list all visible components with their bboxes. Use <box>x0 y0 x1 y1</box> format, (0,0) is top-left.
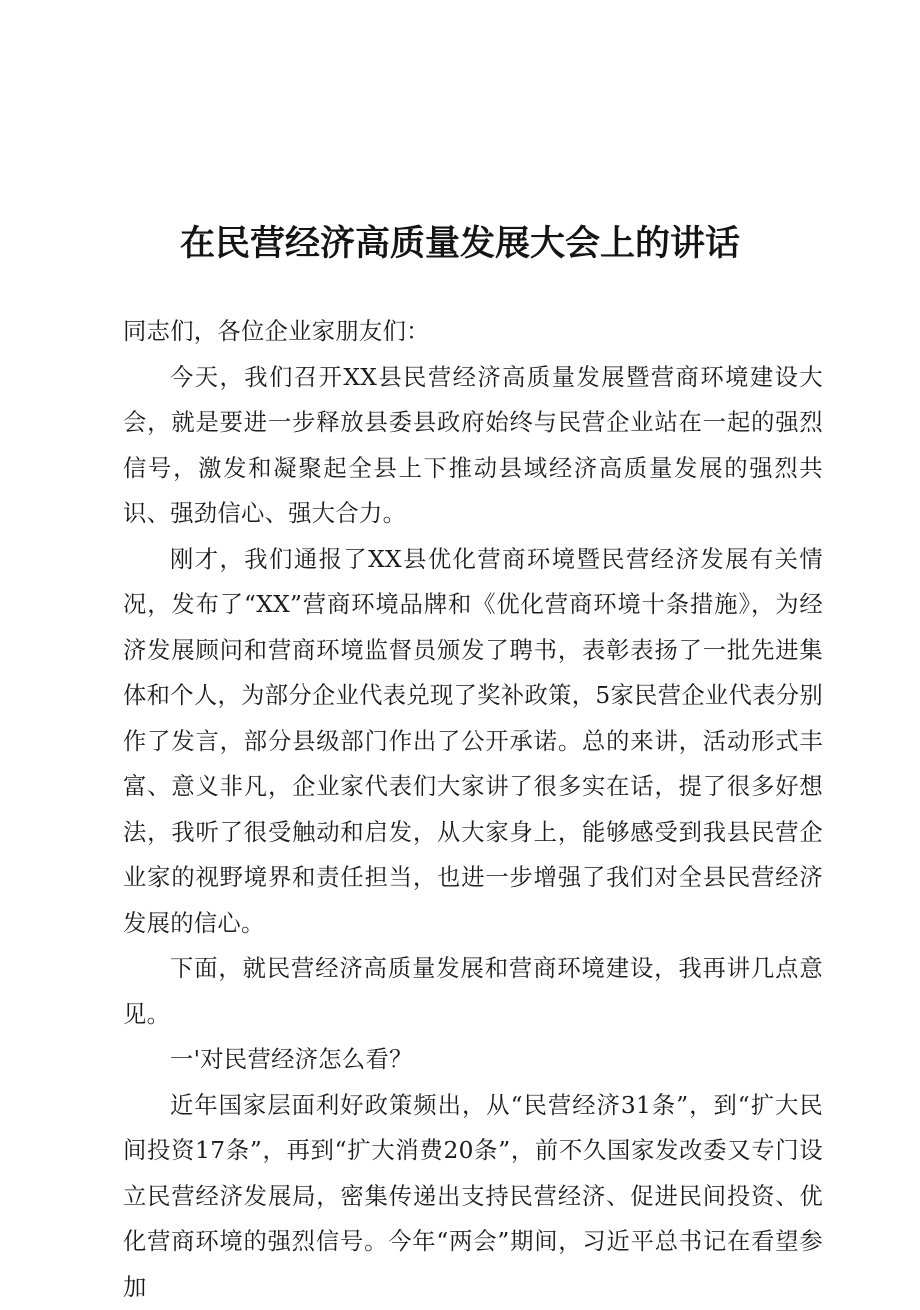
paragraph-transition: 下面，就民营经济高质量发展和营商环境建设，我再讲几点意见。 <box>123 946 823 1037</box>
paragraph-policy: 近年国家层面利好政策频出，从“民营经济31条”，到“扩大民间投资17条”，再到“扩大消费20条”，前不久国家发改委又专门设立民营经济发展局，密集传递出支持民营经济、促进民间投资、优化营商环境的强烈信号。今年“两会”期间，习近平总书记在看望参加 <box>123 1083 823 1310</box>
salutation: 同志们，各位企业家朋友们： <box>123 309 823 355</box>
section-heading-one: 一'对民营经济怎么看？ <box>123 1037 823 1083</box>
paragraph-review: 刚才，我们通报了XX县优化营商环境暨民营经济发展有关情况，发布了“XX”营商环境品牌和《优化营商环境十条措施》，为经济发展顾问和营商环境监督员颁发了聘书，表彰表扬了一批先进集体和个人，为部分企业代表兑现了奖补政策，5家民营企业代表分别作了发言，部分县级部门作出了公开承诺。总的来讲，活动形式丰富、意义非凡，企业家代表们大家讲了很多实在话，提了很多好想法，我听了很受触动和启发，从大家身上，能够感受到我县民营企业家的视野境界和责任担当，也进一步增强了我们对全县民营经济发展的信心。 <box>123 537 823 947</box>
document-title: 在民营经济高质量发展大会上的讲话 <box>0 218 920 270</box>
paragraph-opening: 今天，我们召开XX县民营经济高质量发展暨营商环境建设大会，就是要进一步释放县委县政府始终与民营企业站在一起的强烈信号，激发和凝聚起全县上下推动县域经济高质量发展的强烈共识、强劲信心、强大合力。 <box>123 355 823 537</box>
document-body <box>123 309 823 1310</box>
